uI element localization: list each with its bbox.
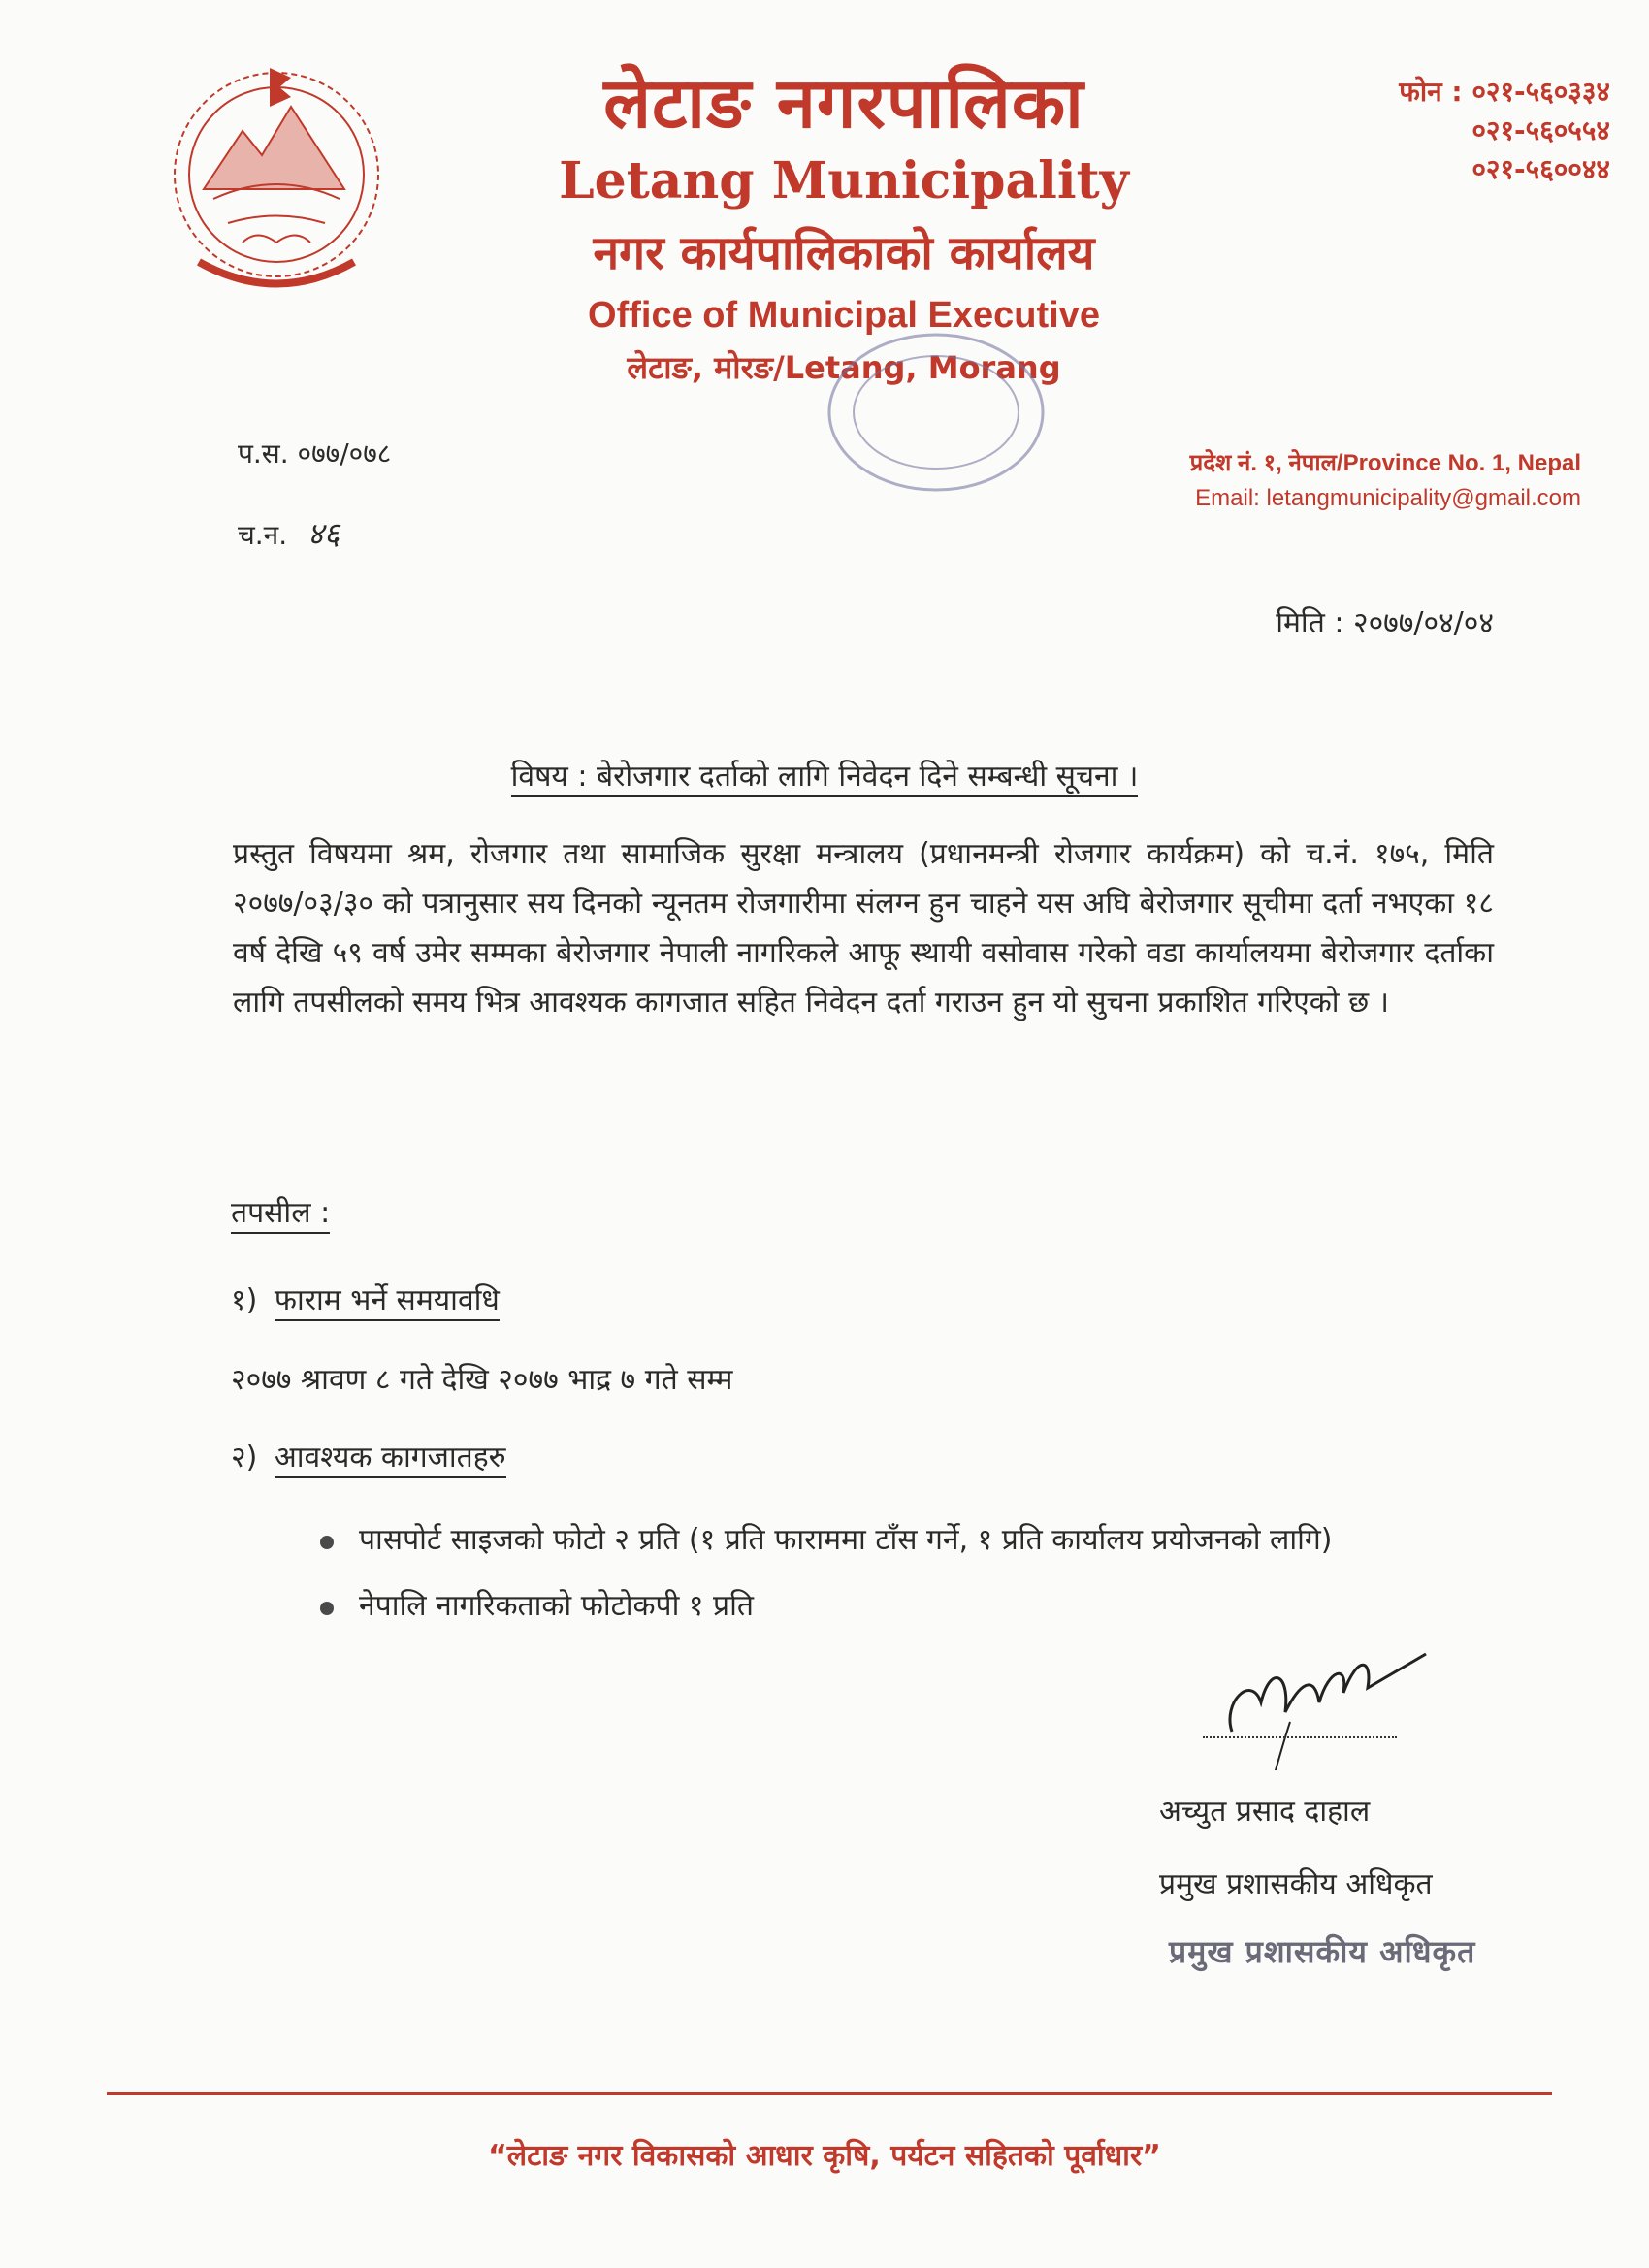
signatory-title: प्रमुख प्रशासकीय अधिकृत [1159,1867,1433,1901]
nepal-emblem-logo [146,53,407,301]
subject-line [0,755,1649,794]
subject-text: विषय : बेरोजगार दर्ताको लागि निवेदन दिने सम्बन्धी सूचना । [511,760,1139,797]
details-heading [231,1191,330,1231]
reference-ps: प.स. ०७७/०७८ [238,437,392,470]
detail-item-1 [231,1279,500,1318]
office-stamp [815,320,1057,504]
documents-list [320,1518,1484,1650]
item-title: आवश्यक कागजातहरु [275,1441,506,1478]
designation-stamp: प्रमुख प्रशासकीय अधिकृत [1169,1933,1476,1970]
office-name-np: नगर कार्यपालिकाको कार्यालय [593,226,1095,280]
list-item: पासपोर्ट साइजको फोटो २ प्रति (१ प्रति फाराममा टाँस गर्ने, १ प्रति कार्यालय प्रयोजनको लागि) [320,1518,1484,1563]
reference-cn [238,512,340,554]
item-title: फाराम भर्ने समयावधि [275,1283,500,1321]
footer-divider [107,2092,1552,2095]
body-paragraph: प्रस्तुत विषयमा श्रम, रोजगार तथा सामाजिक सुरक्षा मन्त्रालय (प्रधानमन्त्री रोजगार कार्यक्रम) को च.नं. १७५, मिति २०७७/०३/३० को पत्रानुसार सय दिनको न्यूनतम रोजगारीमा संलग्न हुन चाहने यस अघि बेरोजगार सूचीमा दर्ता नभएका १८ वर्ष देखि ५९ वर्ष उमेर सम्मका बेरोजगार नेपाली नागरिकले आफू स्थायी वसोवास गरेको वडा कार्यालयमा बेरोजगार दर्ताका लागि तपसीलको समय भित्र आवश्यक कागजात सहित निवेदन दर्ता गराउन हुन यो सुचना प्रकाशित गरिएको छ । [233,837,1494,1020]
details-heading-text: तपसील : [231,1196,330,1234]
footer-motto: “लेटाङ नगर विकासको आधार कृषि, पर्यटन सहितको पूर्वाधार” [488,2139,1161,2173]
office-location: लेटाङ, मोरङ/Letang, Morang [627,349,1061,386]
item-number: २) [231,1441,258,1474]
phone-number: ०२१-५६०५५४ [1471,114,1610,146]
signatory-name: अच्युत प्रसाद दाहाल [1159,1795,1371,1829]
municipality-name-en: Letang Municipality [559,151,1129,211]
signature-line [1203,1736,1397,1738]
phone-number: ०२१-५६०३३४ [1471,76,1610,108]
detail-item-2 [231,1436,506,1475]
cn-label: च.न. [238,519,288,551]
email-text: Email: letangmunicipality@gmail.com [1195,485,1581,511]
phone-block [1399,73,1610,189]
letter-date: मिति : २०७७/०४/०४ [1276,606,1494,640]
item-number: १) [231,1283,258,1317]
office-name-en: Office of Municipal Executive [588,295,1100,336]
phone-number: ०२१-५६००४४ [1471,153,1610,185]
province-text: प्रदेश नं. १, नेपाल/Province No. 1, Nepal [1189,450,1581,476]
contact-block [1190,446,1581,516]
municipality-name-np: लेटाङ नगरपालिका [603,62,1084,144]
phone-label: फोन : [1399,76,1463,108]
form-period-text: २०७७ श्रावण ८ गते देखि २०७७ भाद्र ७ गते सम्म [231,1363,733,1397]
list-item: नेपालि नागरिकताको फोटोकपी १ प्रति [320,1584,1484,1629]
cn-value: ४६ [307,515,340,552]
handwritten-signature [1203,1635,1455,1770]
